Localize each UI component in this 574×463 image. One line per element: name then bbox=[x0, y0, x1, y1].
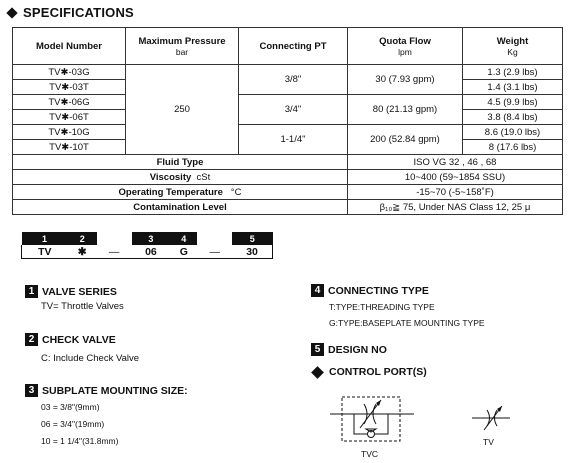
code-value: TV bbox=[22, 245, 68, 259]
contamination-value: β₁₀≧ 75, Under NAS Class 12, 25 μ bbox=[348, 200, 563, 215]
page-title: SPECIFICATIONS bbox=[8, 5, 134, 20]
temperature-value: -15~70 (-5~158˚F) bbox=[348, 185, 563, 200]
subplate-size-item: 06 = 3/4"(19mm) bbox=[41, 419, 105, 429]
table-header-row bbox=[13, 28, 563, 65]
code-dash: — bbox=[97, 245, 132, 259]
code-number: 3 bbox=[132, 232, 171, 245]
section-subplate-size: 3 SUBPLATE MOUNTING SIZE: bbox=[25, 384, 188, 397]
diamond-icon bbox=[311, 366, 324, 379]
section-connecting-type: 4 CONNECTING TYPE bbox=[311, 284, 429, 297]
tvc-symbol bbox=[330, 394, 420, 446]
weight-cell: 3.8 (8.4 lbs) bbox=[463, 110, 563, 125]
section-control-ports: CONTROL PORT(S) bbox=[313, 366, 427, 378]
connecting-type-item: G:TYPE:BASEPLATE MOUNTING TYPE bbox=[329, 318, 485, 328]
flow-cell: 200 (52.84 gpm) bbox=[348, 125, 463, 155]
temperature-row bbox=[13, 185, 563, 200]
viscosity-row bbox=[13, 170, 563, 185]
check-valve-text: C: Include Check Valve bbox=[41, 353, 140, 364]
model-code-diagram bbox=[21, 232, 273, 259]
subplate-size-item: 10 = 1 1/4"(31.8mm) bbox=[41, 436, 119, 446]
header-weight: Weight Kg bbox=[463, 28, 563, 65]
flow-cell: 80 (21.13 gpm) bbox=[348, 95, 463, 125]
tv-symbol bbox=[472, 402, 512, 434]
pressure-cell: 250 bbox=[126, 65, 239, 155]
tvc-label: TVC bbox=[361, 449, 378, 459]
pt-cell: 3/8" bbox=[239, 65, 348, 95]
code-number-row bbox=[22, 232, 273, 245]
pt-cell: 1-1/4" bbox=[239, 125, 348, 155]
code-number: 5 bbox=[232, 232, 272, 245]
contamination-label: Contamination Level bbox=[13, 200, 348, 215]
code-value-row bbox=[22, 245, 273, 259]
weight-cell: 8.6 (19.0 lbs) bbox=[463, 125, 563, 140]
code-value: ✱ bbox=[68, 245, 97, 259]
specifications-table bbox=[12, 27, 563, 215]
header-pressure: Maximum Pressure bar bbox=[126, 28, 239, 65]
connecting-type-item: T:TYPE:THREADING TYPE bbox=[329, 302, 435, 312]
temperature-label-cell: Operating Temperature °C bbox=[13, 185, 348, 200]
table-row bbox=[13, 65, 563, 80]
model-cell: TV✱-03T bbox=[13, 80, 126, 95]
subplate-size-item: 03 = 3/8"(9mm) bbox=[41, 402, 100, 412]
diamond-icon bbox=[6, 7, 17, 18]
code-value: 30 bbox=[232, 245, 272, 259]
code-number: 1 bbox=[22, 232, 68, 245]
tv-label: TV bbox=[483, 437, 494, 447]
weight-cell: 4.5 (9.9 lbs) bbox=[463, 95, 563, 110]
valve-series-text: TV= Throttle Valves bbox=[41, 301, 124, 312]
weight-cell: 1.4 (3.1 lbs) bbox=[463, 80, 563, 95]
code-value: 06 bbox=[132, 245, 171, 259]
fluid-value: ISO VG 32 , 46 , 68 bbox=[348, 155, 563, 170]
viscosity-value: 10~400 (59~1854 SSU) bbox=[348, 170, 563, 185]
contamination-row bbox=[13, 200, 563, 215]
model-cell: TV✱-06T bbox=[13, 110, 126, 125]
flow-cell: 30 (7.93 gpm) bbox=[348, 65, 463, 95]
header-pt: Connecting PT bbox=[239, 28, 348, 65]
section-check-valve: 2 CHECK VALVE bbox=[25, 333, 116, 346]
table-row bbox=[13, 125, 563, 140]
code-number: 4 bbox=[170, 232, 197, 245]
pt-cell: 3/4" bbox=[239, 95, 348, 125]
section-valve-series: 1 VALVE SERIES bbox=[25, 285, 117, 298]
code-number: 2 bbox=[68, 232, 97, 245]
weight-cell: 8 (17.6 lbs) bbox=[463, 140, 563, 155]
section-design-no: 5 DESIGN NO bbox=[311, 343, 387, 356]
header-model: Model Number bbox=[13, 28, 126, 65]
viscosity-label-cell: Viscosity cSt bbox=[13, 170, 348, 185]
header-flow: Quota Flow lpm bbox=[348, 28, 463, 65]
model-cell: TV✱-03G bbox=[13, 65, 126, 80]
fluid-row bbox=[13, 155, 563, 170]
code-dash: — bbox=[197, 245, 232, 259]
weight-cell: 1.3 (2.9 lbs) bbox=[463, 65, 563, 80]
fluid-label: Fluid Type bbox=[13, 155, 348, 170]
model-cell: TV✱-10T bbox=[13, 140, 126, 155]
code-value: G bbox=[170, 245, 197, 259]
model-cell: TV✱-10G bbox=[13, 125, 126, 140]
table-row bbox=[13, 95, 563, 110]
model-cell: TV✱-06G bbox=[13, 95, 126, 110]
